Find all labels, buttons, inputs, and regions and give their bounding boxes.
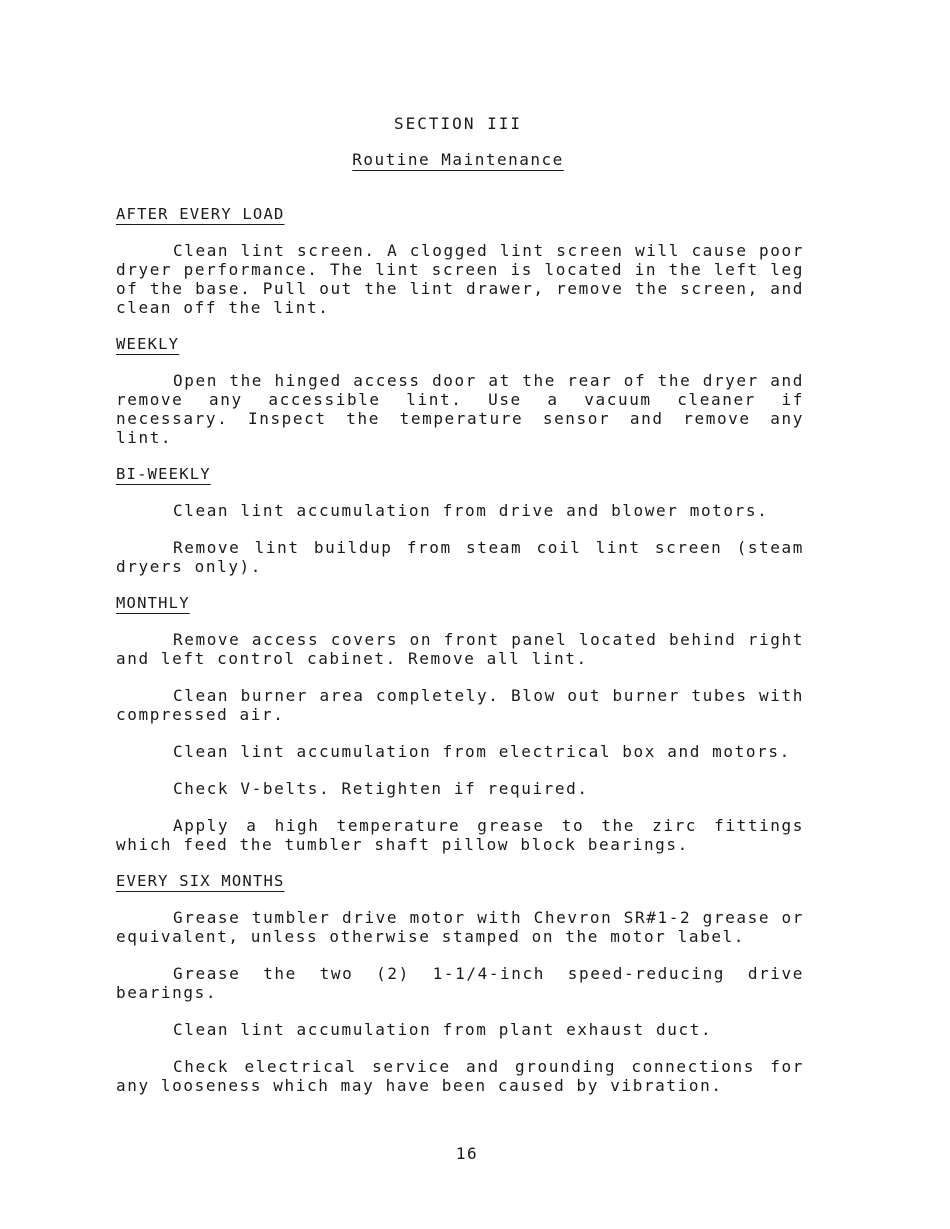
schedule-heading: AFTER EVERY LOAD — [116, 205, 285, 223]
schedule-heading: MONTHLY — [116, 594, 190, 612]
maintenance-content — [116, 205, 804, 1113]
schedule-monthly — [116, 594, 804, 854]
section-title-wrapper — [0, 150, 916, 169]
schedule-paragraph: Open the hinged access door at the rear of the dryer and remove any accessible lint. Use a vacuum cleaner if necessary. Inspect the temperature sensor and remove any lint. — [116, 371, 804, 447]
schedule-paragraph: Grease the two (2) 1-1/4-inch speed-reducing drive bearings. — [116, 964, 804, 1002]
schedule-heading: EVERY SIX MONTHS — [116, 872, 285, 890]
schedule-heading: WEEKLY — [116, 335, 180, 353]
schedule-paragraph: Clean lint screen. A clogged lint screen will cause poor dryer performance. The lint screen is located in the left leg of the base. Pull out the lint drawer, remove the screen, and clean off the lint. — [116, 241, 804, 317]
schedule-heading: BI-WEEKLY — [116, 465, 211, 483]
schedule-paragraph: Remove lint buildup from steam coil lint screen (steam dryers only). — [116, 538, 804, 576]
section-number: SECTION III — [394, 114, 522, 133]
schedule-paragraph: Clean lint accumulation from electrical box and motors. — [173, 742, 791, 761]
schedule-weekly — [116, 335, 804, 447]
schedule-paragraph: Clean lint accumulation from drive and blower motors. — [173, 501, 769, 520]
schedule-paragraph: Grease tumbler drive motor with Chevron SR#1-2 grease or equivalent, unless otherwise stamped on the motor label. — [116, 908, 804, 946]
schedule-paragraph: Remove access covers on front panel located behind right and left control cabinet. Remove all lint. — [116, 630, 804, 668]
schedule-every-six-months — [116, 872, 804, 1095]
schedule-after-every-load — [116, 205, 804, 317]
schedule-paragraph: Clean lint accumulation from plant exhaust duct. — [173, 1020, 713, 1039]
schedule-paragraph: Clean burner area completely. Blow out burner tubes with compressed air. — [116, 686, 804, 724]
page-number: 16 — [455, 1144, 479, 1163]
section-title: Routine Maintenance — [352, 150, 564, 169]
schedule-bi-weekly — [116, 465, 804, 576]
schedule-paragraph: Apply a high temperature grease to the zirc fittings which feed the tumbler shaft pillow block bearings. — [116, 816, 804, 854]
schedule-paragraph: Check electrical service and grounding connections for any looseness which may have been caused by vibration. — [116, 1057, 804, 1095]
schedule-paragraph: Check V-belts. Retighten if required. — [173, 779, 589, 798]
